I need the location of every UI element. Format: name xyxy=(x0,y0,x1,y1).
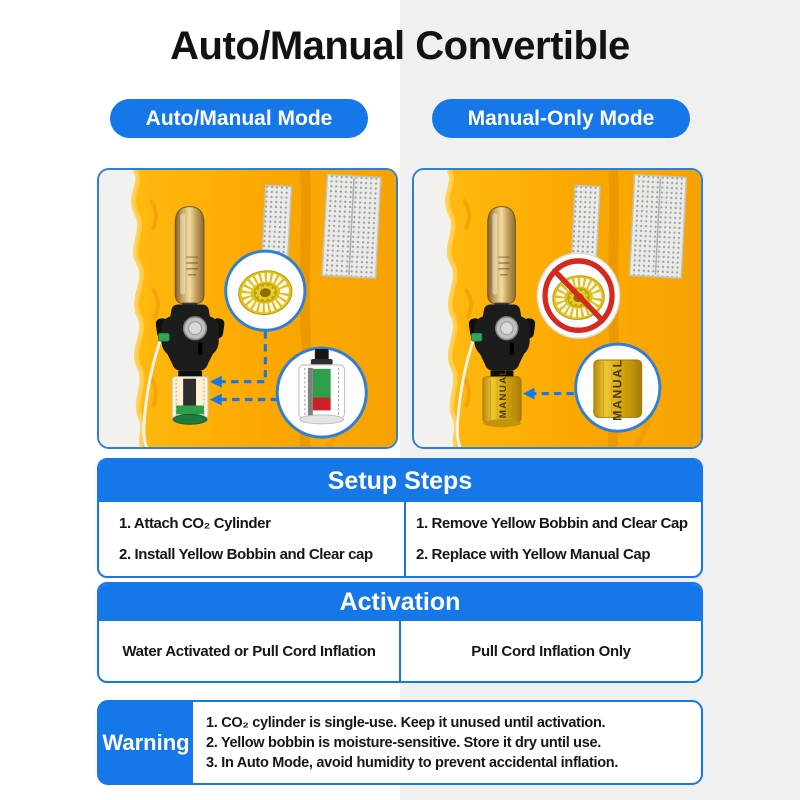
setup-auto-step-1: 1. Attach CO₂ Cylinder xyxy=(119,515,271,533)
green-lever xyxy=(471,333,482,341)
setup-manual-column xyxy=(404,502,701,576)
warning-panel xyxy=(97,700,703,785)
warning-list xyxy=(193,702,701,783)
activation-auto-cell: Water Activated or Pull Cord Inflation xyxy=(122,642,376,660)
warning-item-1: 1. CO₂ cylinder is single-use. Keep it unused until activation. xyxy=(206,714,606,731)
co2-cylinder xyxy=(488,207,516,309)
manual-only-mode-pill: Manual-Only Mode xyxy=(432,99,690,138)
setup-auto-step-2: 2. Install Yellow Bobbin and Clear cap xyxy=(119,545,373,563)
co2-cylinder xyxy=(175,207,204,309)
auto-manual-mode-pill: Auto/Manual Mode xyxy=(110,99,368,138)
warning-label: Warning xyxy=(99,702,193,783)
setup-auto-column xyxy=(99,502,404,576)
bobbin-callout xyxy=(226,251,305,330)
bobbin-prohibited-callout xyxy=(537,253,619,338)
manual-cap-installed xyxy=(483,368,521,427)
green-lever xyxy=(158,333,169,341)
manual-only-mode-photo xyxy=(412,168,703,449)
clear-cap-installed xyxy=(172,377,208,424)
activation-panel xyxy=(97,582,703,683)
auto-manual-illustration xyxy=(99,170,396,447)
setup-steps-panel xyxy=(97,458,703,578)
activation-header: Activation xyxy=(99,584,701,621)
activation-manual-cell: Pull Cord Inflation Only xyxy=(399,621,701,681)
setup-manual-step-1: 1. Remove Yellow Bobbin and Clear Cap xyxy=(416,515,688,533)
manual-only-illustration xyxy=(414,170,701,447)
manual-cap-label: MANUAL xyxy=(497,368,509,419)
manual-cap-detail xyxy=(594,358,642,420)
manual-cap-callout-label: MANUAL xyxy=(610,358,625,421)
setup-manual-step-2: 2. Replace with Yellow Manual Cap xyxy=(416,545,651,563)
clear-cap-callout xyxy=(277,348,366,437)
page-title: Auto/Manual Convertible xyxy=(170,24,630,68)
auto-manual-mode-photo xyxy=(97,168,398,449)
warning-item-3: 3. In Auto Mode, avoid humidity to prevent accidental inflation. xyxy=(206,754,619,771)
setup-steps-header: Setup Steps xyxy=(99,460,701,502)
manual-cap-callout xyxy=(576,344,660,431)
warning-item-2: 2. Yellow bobbin is moisture-sensitive. Store it dry until use. xyxy=(206,734,601,751)
